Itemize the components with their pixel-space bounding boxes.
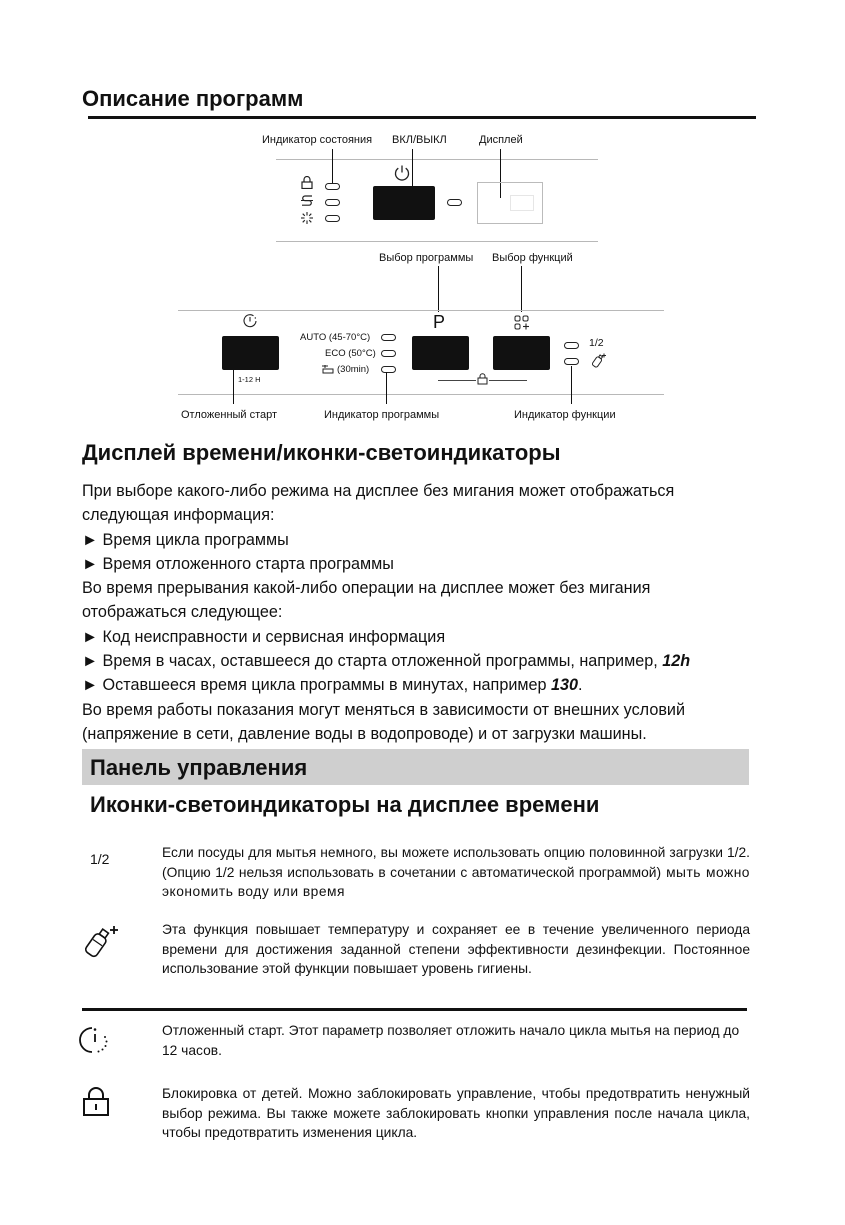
bullet-minutes-left [82, 673, 757, 697]
pointer-delay [233, 370, 234, 404]
pointer-power [412, 149, 413, 191]
program-p-icon: P [433, 312, 446, 332]
led-prog-auto [381, 334, 396, 341]
bullet-error-code: ► Код неисправности и сервисная информация [82, 625, 757, 649]
pointer-function-select [521, 266, 522, 312]
rinse-aid-icon [300, 211, 314, 225]
panel-bottom-edge [276, 241, 598, 242]
panel2-top-edge [178, 310, 664, 311]
programs-heading: Описание программ [82, 86, 304, 111]
power-icon [393, 164, 411, 182]
half-load-description [162, 843, 750, 902]
led-power [447, 199, 462, 206]
child-lock-icon [80, 1086, 112, 1118]
half-load-label: 1/2 [589, 337, 604, 349]
hygiene-small-icon [589, 352, 607, 370]
label-power: ВКЛ/ВЫКЛ [392, 134, 447, 146]
pointer-program-indicator [386, 372, 387, 404]
display-note: Во время работы показания могут меняться в зависимости от внешних условий (напряжение в сети, давление воды в водопроводе) и от загрузки машины. [82, 700, 685, 743]
bullet-minutes-left-end: . [578, 676, 583, 695]
label-function-indicator: Индикатор функции [514, 409, 616, 421]
power-button[interactable] [373, 186, 435, 220]
function-icon [513, 314, 531, 332]
led-prog-quick [381, 366, 396, 373]
label-program-select: Выбор программы [379, 252, 474, 264]
label-display: Дисплей [479, 134, 523, 146]
label-status-indicator: Индикатор состояния [262, 134, 373, 146]
pointer-status [332, 149, 333, 186]
bullet-hours-left-text: Время в часах, оставшееся до старта отложенной программы, например, [102, 652, 663, 671]
led-hygiene [564, 358, 579, 365]
child-lock-small-icon [476, 373, 489, 385]
hygiene-description: Эта функция повышает температуру и сохраняет ее в течение увеличенного периода времени для достижения заданной степени эффективности дезинфекции. Постоянное использование этой функции повышает уровень гигиены. [162, 922, 750, 977]
section-divider [82, 1008, 747, 1011]
delay-start-icon [78, 1022, 114, 1058]
salt-icon [300, 194, 314, 207]
program-button[interactable] [412, 336, 469, 370]
panel-top-edge [276, 159, 598, 160]
panel2-bottom-edge [178, 394, 664, 395]
child-lock-description: Блокировка от детей. Можно заблокировать управление, чтобы предотвратить ненужный выбор режима. Вы также можете заблокировать кнопки управления после начала цикла, чтобы предотвратить изменения цикла. [162, 1086, 750, 1141]
bullet-minutes-left-text: Оставшееся время цикла программы в минутах, например [102, 676, 551, 695]
bullet-hours-left [82, 649, 757, 673]
lock-small-icon [300, 176, 314, 189]
label-delayed-start: Отложенный старт [181, 409, 278, 421]
programs-heading-rule [88, 116, 756, 119]
hygiene-icon [80, 922, 120, 960]
pointer-program-select [438, 266, 439, 312]
half-load-text-b: мыть можно экономить воду или время [162, 864, 750, 900]
icons-heading: Иконки-светоиндикаторы на дисплее времени [90, 792, 600, 817]
prog-eco-label: ECO (50°C) [325, 348, 376, 359]
panel-heading: Панель управления [90, 755, 308, 780]
led-half-load [564, 342, 579, 349]
display-interrupt: Во время прерывания какой-либо операции на дисплее может без мигания отображаться следующее: [82, 579, 651, 622]
label-program-indicator: Индикатор программы [324, 409, 440, 421]
led-rinse [325, 215, 340, 222]
bullet-cycle-time: ► Время цикла программы [82, 528, 757, 552]
display-intro: При выборе какого-либо режима на дисплее без мигания может отображаться следующая информация: [82, 482, 675, 525]
delay-start-button[interactable] [222, 336, 279, 370]
example-12h: 12h [662, 652, 691, 671]
display-heading: Дисплей времени/иконки-светоиндикаторы [82, 440, 561, 465]
led-salt [325, 199, 340, 206]
pointer-function-indicator [571, 366, 572, 404]
example-130: 130 [551, 676, 579, 695]
delay-timer-icon [242, 313, 258, 329]
half-load-icon-label: 1/2 [90, 851, 110, 867]
label-function-select: Выбор функций [492, 252, 573, 264]
bullet-delay-time: ► Время отложенного старта программы [82, 552, 757, 576]
quick-wash-icon [321, 364, 335, 374]
display-section-text [82, 479, 757, 746]
delay-start-description: Отложенный старт. Этот параметр позволяет отложить начало цикла мытья на период до 12 часов. [162, 1023, 740, 1058]
half-load-text-a: Если посуды для мытья немного, вы можете использовать опцию половинной загрузки 1/2. (Опцию 1/2 нельзя использовать в сочетании с автоматической программой) [162, 845, 750, 880]
delay-range-label: 1-12 H [238, 375, 261, 384]
function-button[interactable] [493, 336, 550, 370]
prog-quick-label: (30min) [337, 364, 370, 375]
display-segments [510, 195, 534, 211]
led-prog-eco [381, 350, 396, 357]
prog-auto-label: AUTO (45-70°C) [300, 332, 371, 343]
led-lock [325, 183, 340, 190]
